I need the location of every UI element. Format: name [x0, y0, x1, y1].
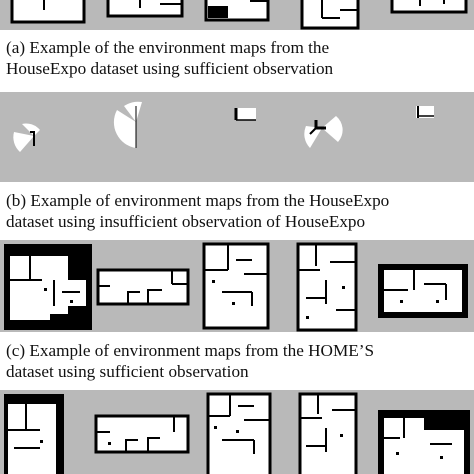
caption-a	[6, 37, 472, 79]
map-d3	[208, 394, 270, 474]
map-c1	[4, 244, 92, 330]
map-b4	[304, 116, 342, 148]
caption-c	[6, 340, 472, 382]
map-b5	[416, 106, 434, 118]
map-c5	[378, 264, 468, 318]
map-a2	[108, 0, 182, 16]
map-b2	[114, 102, 142, 148]
map-c3	[204, 244, 268, 328]
strip-a-sufficient-houseexpo	[0, 0, 474, 30]
strip-d-bottom-maps	[0, 390, 474, 474]
caption-a-line1: (a) Example of the environment maps from the	[6, 38, 330, 57]
caption-b	[6, 190, 472, 232]
strip-b-insufficient-houseexpo	[0, 92, 474, 182]
caption-b-line1: (b) Example of environment maps from the HouseExpo	[6, 191, 390, 210]
map-d1	[4, 394, 64, 474]
map-a4	[302, 0, 358, 28]
map-d2	[96, 416, 188, 452]
caption-a-line2: HouseExpo dataset using sufficient observation	[6, 59, 334, 78]
caption-c-line2: dataset using sufficient observation	[6, 362, 249, 381]
map-a5	[392, 0, 466, 12]
strip-c-sufficient-homes	[0, 240, 474, 332]
map-d5	[378, 410, 470, 474]
map-b3	[236, 108, 256, 120]
map-b1	[13, 124, 40, 152]
caption-c-line1: (c) Example of environment maps from the HOME’S	[6, 341, 375, 360]
map-c2	[98, 270, 188, 304]
caption-b-line2: dataset using insufficient observation of HouseExpo	[6, 212, 366, 231]
map-c4	[298, 244, 356, 330]
map-a3	[206, 0, 268, 20]
map-a1	[12, 0, 84, 22]
map-d4	[300, 394, 356, 474]
